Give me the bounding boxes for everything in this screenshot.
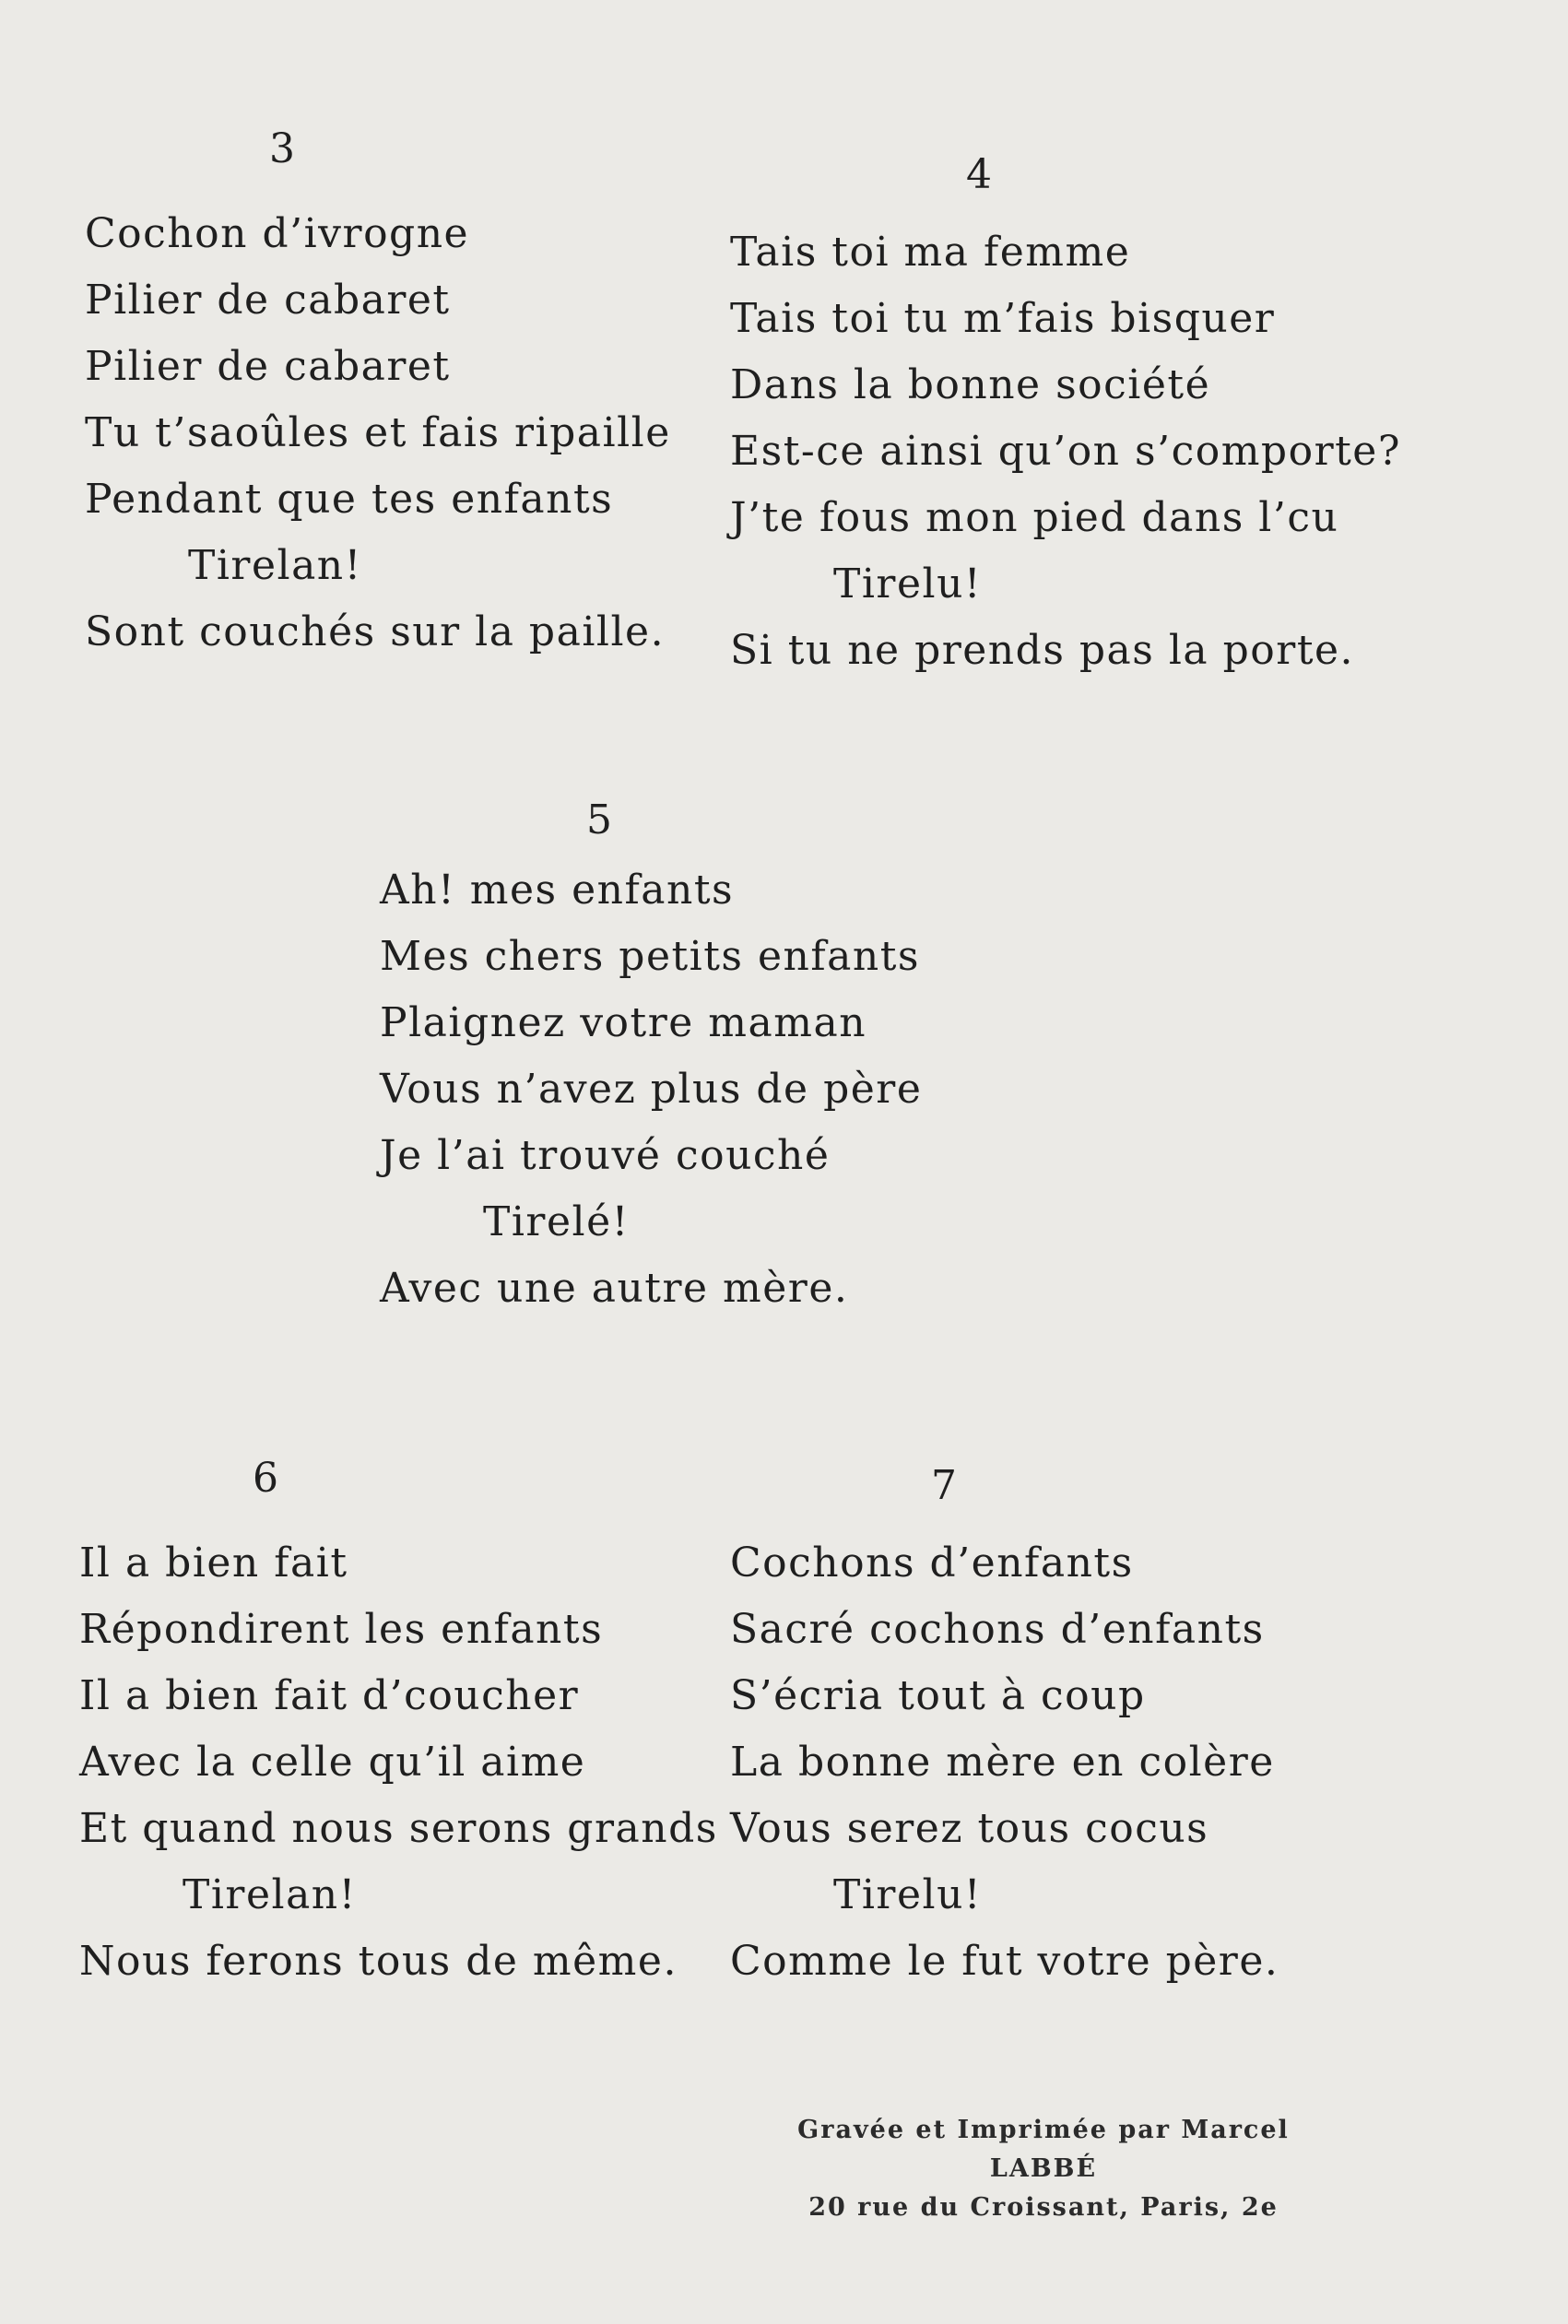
stanza-number: 7 bbox=[931, 1462, 957, 1509]
verse-line: Et quand nous serons grands bbox=[79, 1805, 718, 1852]
refrain-line: Tirelan! bbox=[183, 1871, 357, 1918]
verse-line: Vous serez tous cocus bbox=[730, 1805, 1209, 1852]
verse-line: Avec la celle qu’il aime bbox=[79, 1739, 586, 1786]
verse-line: Cochon d’ivrogne bbox=[85, 210, 470, 257]
verse-line: Avec une autre mère. bbox=[380, 1265, 849, 1312]
refrain-line: Tirelu! bbox=[833, 1871, 983, 1918]
stanza-number: 6 bbox=[253, 1455, 278, 1502]
verse-line: Il a bien fait bbox=[79, 1540, 348, 1587]
verse-line: Plaignez votre maman bbox=[380, 999, 867, 1046]
verse-line: Cochons d’enfants bbox=[730, 1540, 1134, 1587]
refrain-line: Tirelé! bbox=[483, 1198, 630, 1245]
verse-line: S’écria tout à coup bbox=[730, 1672, 1146, 1719]
verse-line: Tais toi tu m’fais bisquer bbox=[730, 295, 1276, 342]
verse-line: Nous ferons tous de même. bbox=[79, 1938, 678, 1985]
verse-line: Comme le fut votre père. bbox=[730, 1938, 1279, 1985]
verse-line: Répondirent les enfants bbox=[79, 1606, 604, 1653]
verse-line: Pilier de cabaret bbox=[85, 343, 451, 390]
imprint-line-2: 20 rue du Croissant, Paris, 2e bbox=[808, 2193, 1279, 2222]
stanza-number: 5 bbox=[586, 796, 612, 843]
verse-line: Si tu ne prends pas la porte. bbox=[730, 627, 1355, 674]
stanza-number: 3 bbox=[269, 125, 295, 172]
verse-line: J’te fous mon pied dans l’cu bbox=[730, 494, 1339, 541]
verse-line: Est-ce ainsi qu’on s’comporte? bbox=[730, 428, 1401, 475]
verse-line: Sont couchés sur la paille. bbox=[85, 608, 666, 655]
verse-line: Je l’ai trouvé couché bbox=[380, 1132, 831, 1179]
verse-line: Pilier de cabaret bbox=[85, 277, 451, 324]
imprint-line-1: Gravée et Imprimée par Marcel LABBÉ bbox=[797, 2116, 1290, 2183]
verse-line: La bonne mère en colère bbox=[730, 1739, 1275, 1786]
refrain-line: Tirelu! bbox=[833, 560, 983, 608]
verse-line: Sacré cochons d’enfants bbox=[730, 1606, 1265, 1653]
verse-line: Pendant que tes enfants bbox=[85, 476, 614, 523]
stanza-number: 4 bbox=[966, 151, 992, 198]
refrain-line: Tirelan! bbox=[188, 542, 362, 589]
verse-line: Tu t’saoûles et fais ripaille bbox=[85, 409, 671, 456]
verse-line: Ah! mes enfants bbox=[380, 867, 735, 914]
verse-line: Il a bien fait d’coucher bbox=[79, 1672, 580, 1719]
verse-line: Mes chers petits enfants bbox=[380, 933, 920, 980]
verse-line: Tais toi ma femme bbox=[730, 229, 1131, 276]
printer-imprint bbox=[758, 2111, 1329, 2227]
verse-line: Dans la bonne société bbox=[730, 361, 1211, 408]
verse-line: Vous n’avez plus de père bbox=[380, 1066, 923, 1113]
